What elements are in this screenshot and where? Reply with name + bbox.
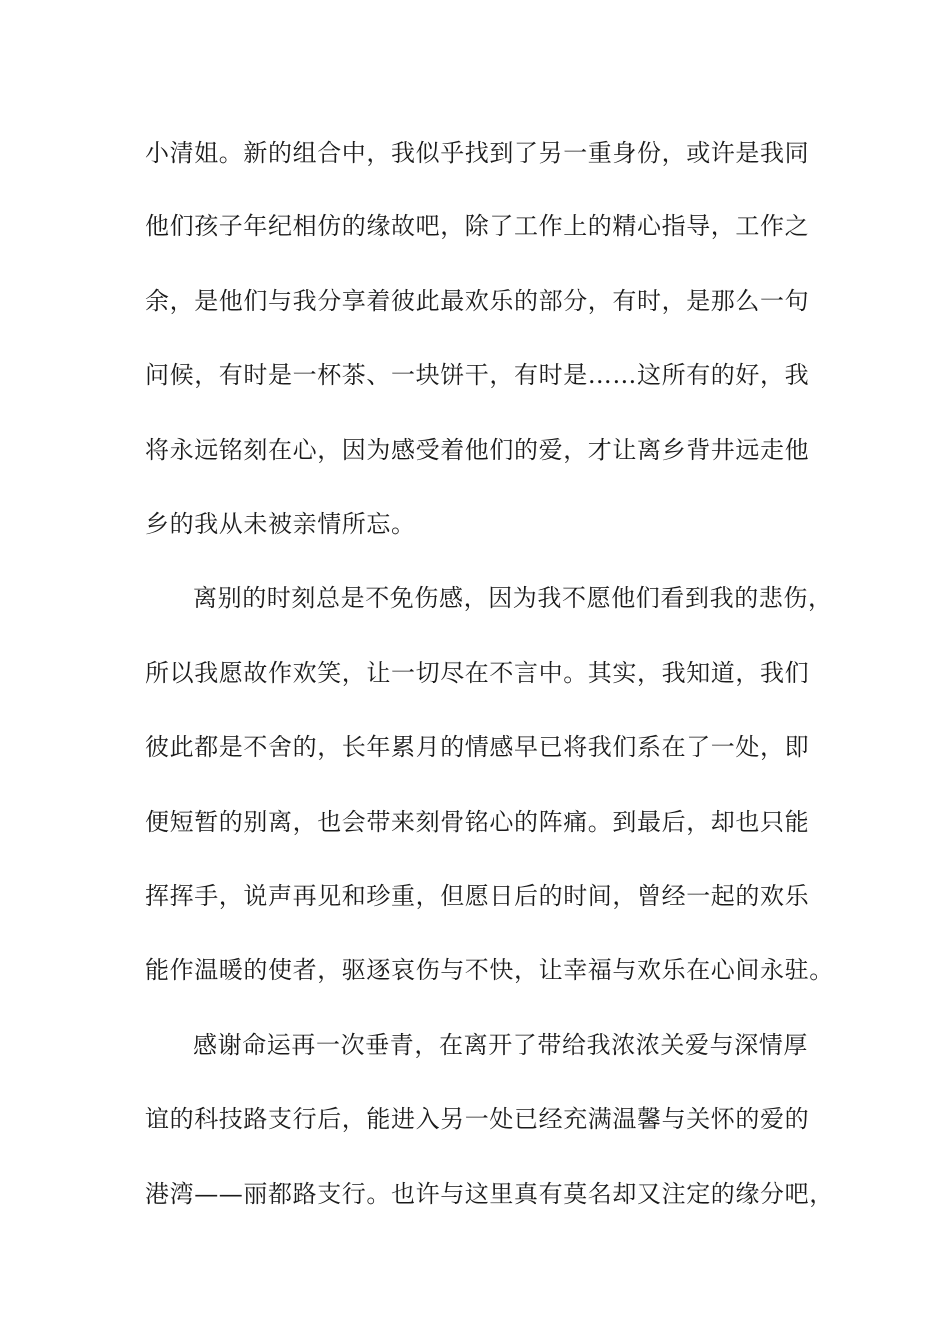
text-line: 他们孩子年纪相仿的缘故吧，除了工作上的精心指导，工作之 bbox=[145, 212, 810, 240]
text-line: 将永远铭刻在心，因为感受着他们的爱，才让离乡背井远走他 bbox=[145, 436, 810, 464]
text-line: 问候，有时是一杯茶、一块饼干，有时是……这所有的好，我 bbox=[145, 361, 810, 389]
text-line: 感谢命运再一次垂青，在离开了带给我浓浓关爱与深情厚 bbox=[193, 1031, 808, 1059]
text-line: 便短暂的别离，也会带来刻骨铭心的阵痛。到最后，却也只能 bbox=[145, 808, 810, 836]
text-line: 余，是他们与我分享着彼此最欢乐的部分，有时，是那么一句 bbox=[145, 287, 810, 315]
text-line: 乡的我从未被亲情所忘。 bbox=[145, 510, 416, 538]
text-line: 能作温暖的使者，驱逐哀伤与不快，让幸福与欢乐在心间永驻。 bbox=[145, 956, 834, 984]
text-line: 所以我愿故作欢笑，让一切尽在不言中。其实，我知道，我们 bbox=[145, 659, 810, 687]
text-line: 港湾——丽都路支行。也许与这里真有莫名却又注定的缘分吧， bbox=[145, 1180, 834, 1208]
text-line: 彼此都是不舍的，长年累月的情感早已将我们系在了一处，即 bbox=[145, 733, 810, 761]
text-line: 小清姐。新的组合中，我似乎找到了另一重身份，或许是我同 bbox=[145, 139, 810, 167]
text-line: 挥挥手，说声再见和珍重，但愿日后的时间，曾经一起的欢乐 bbox=[145, 882, 810, 910]
text-line: 谊的科技路支行后，能进入另一处已经充满温馨与关怀的爱的 bbox=[145, 1105, 810, 1133]
text-line: 离别的时刻总是不免伤感，因为我不愿他们看到我的悲伤， bbox=[193, 584, 833, 612]
